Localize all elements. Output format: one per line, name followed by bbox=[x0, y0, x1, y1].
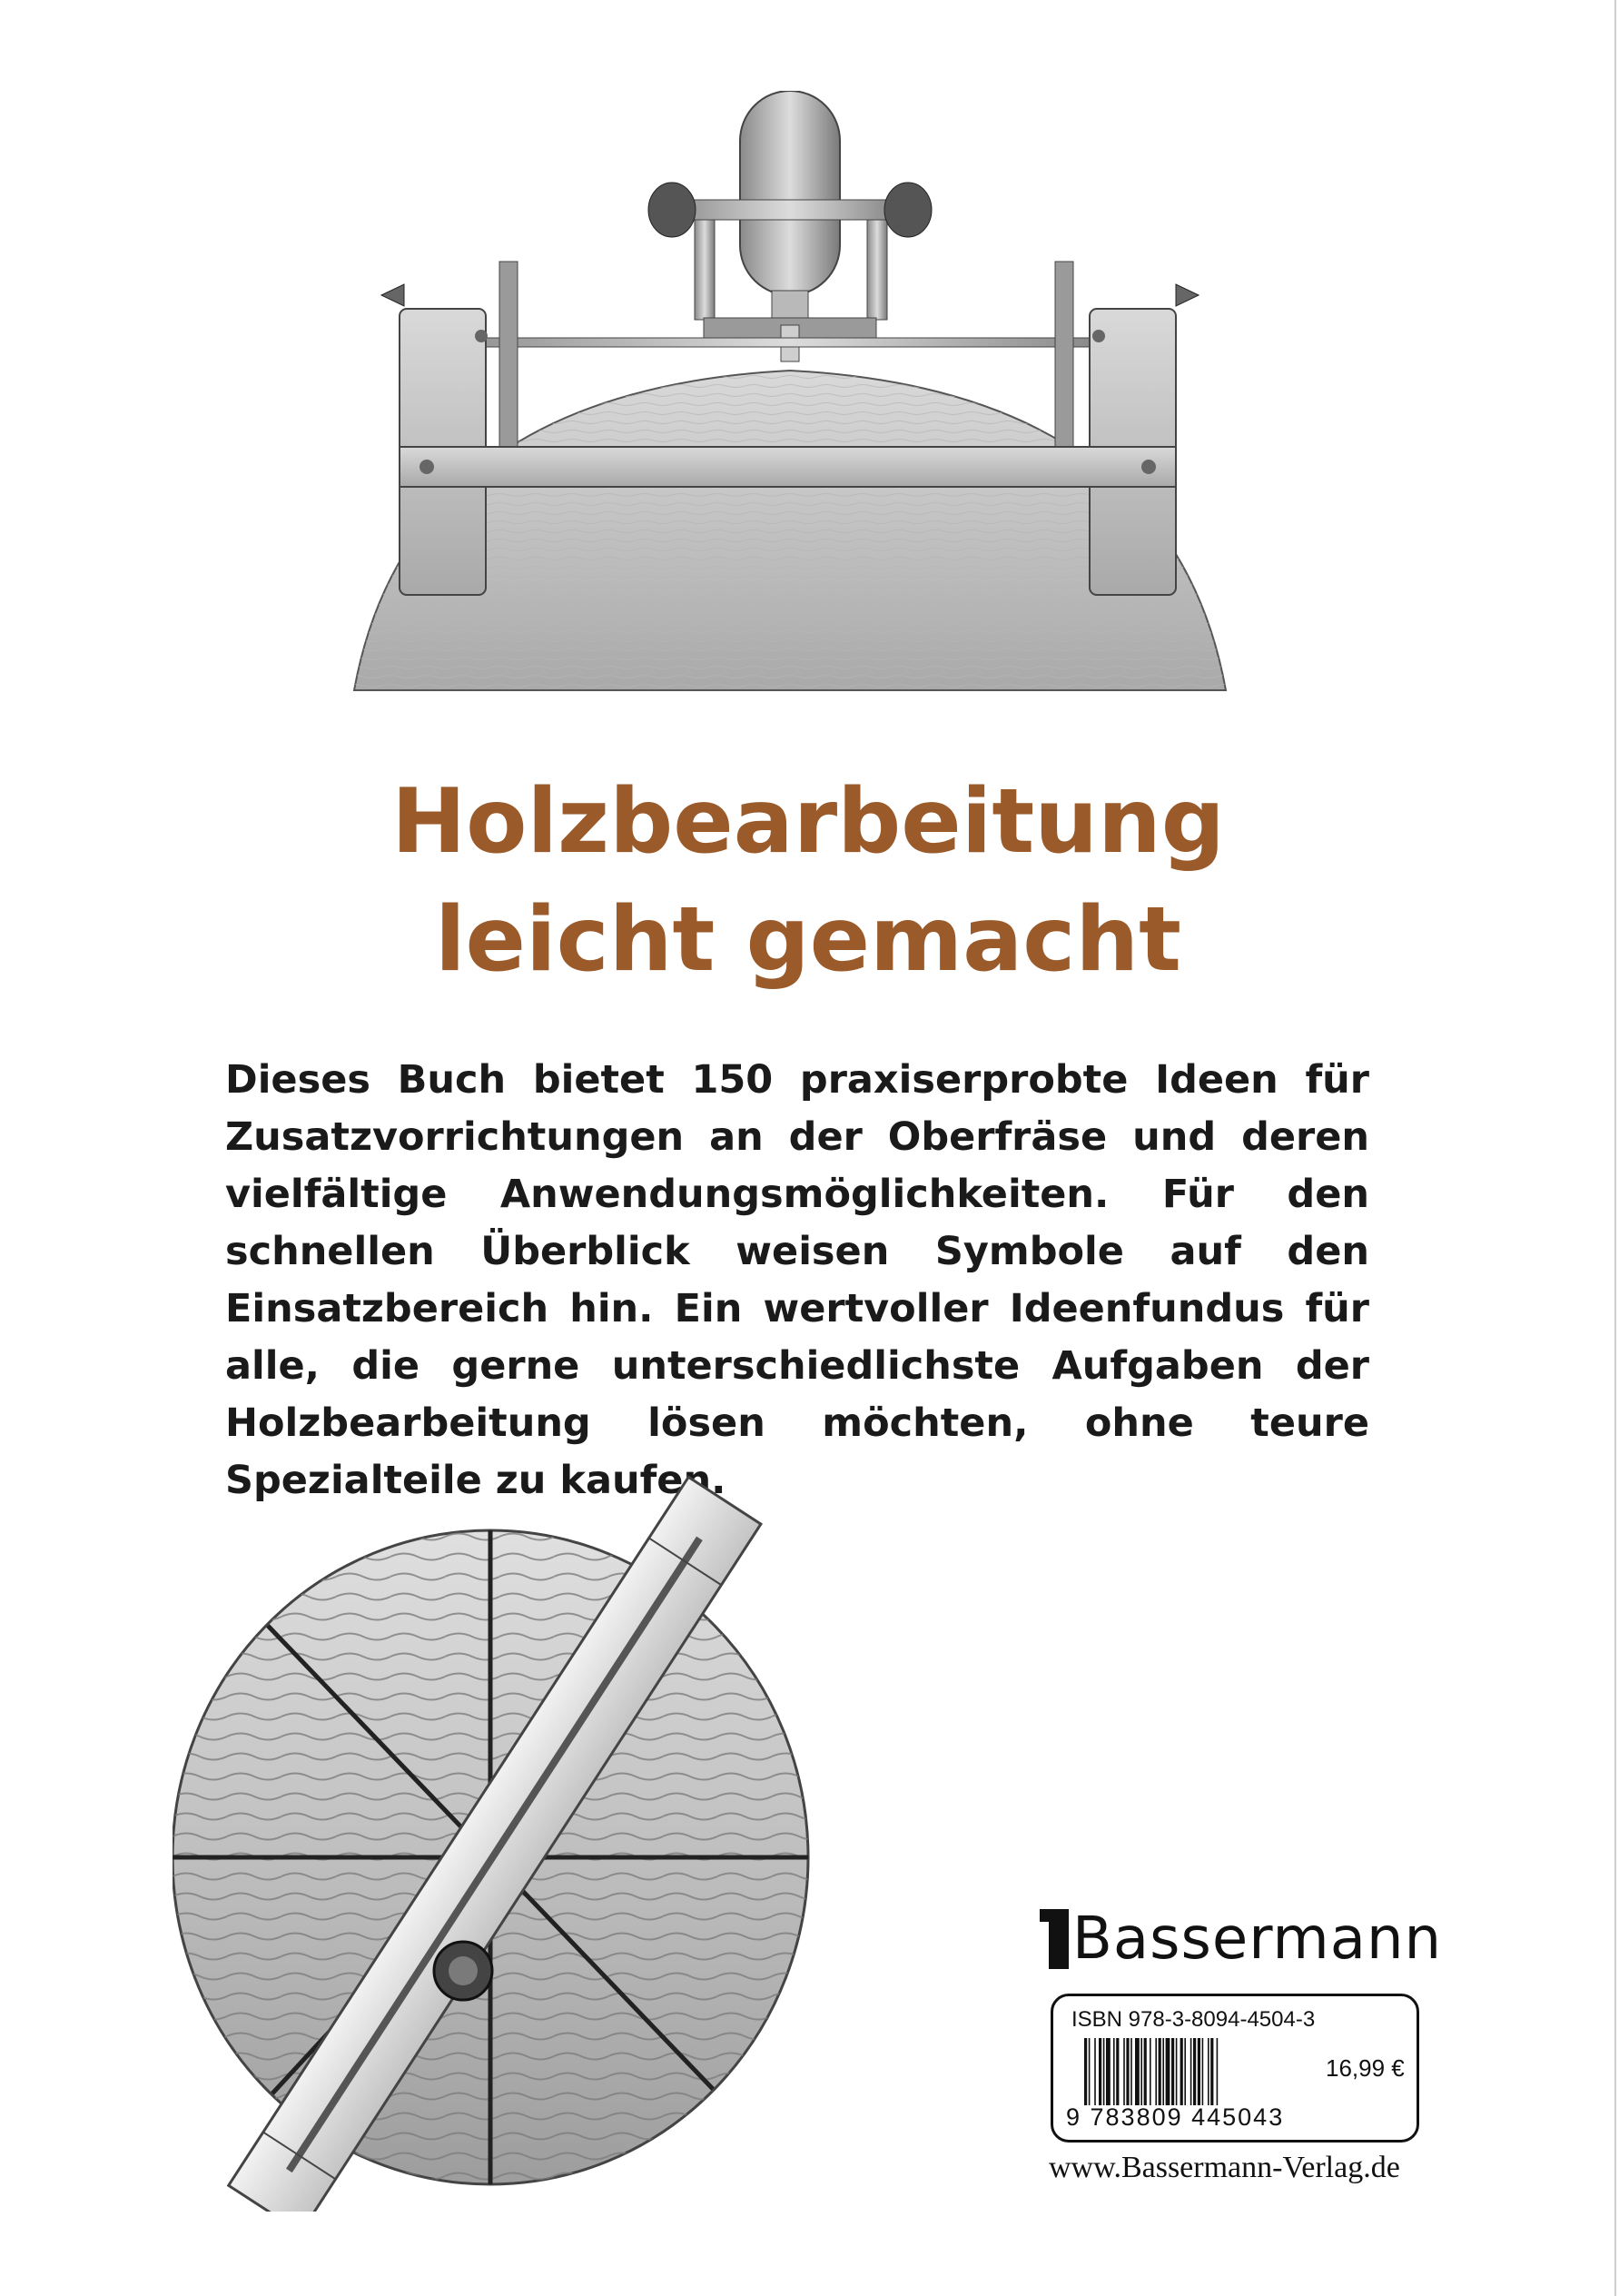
page-edge-rule bbox=[1614, 0, 1616, 2296]
circle-jig-illustration bbox=[173, 1467, 844, 2212]
publisher-website: www.Bassermann-Verlag.de bbox=[1049, 2151, 1400, 2184]
isbn-label: ISBN 978-3-8094-4504-3 bbox=[1071, 2007, 1316, 2032]
publisher-logo bbox=[1049, 1903, 1442, 1975]
barcode-panel bbox=[1051, 1994, 1419, 2143]
publisher-name: Bassermann bbox=[1072, 1905, 1443, 1973]
title-line-2: leicht gemacht bbox=[434, 888, 1182, 992]
barcode-icon bbox=[1084, 2038, 1304, 2105]
cover-title bbox=[300, 763, 1317, 999]
price-label: 16,99 € bbox=[1326, 2054, 1405, 2082]
book-description: Dieses Buch bietet 150 praxiserprobte Ideen für Zusatzvorrichtungen an der Oberfräse und deren vielfältige Anwendungsmöglichkeiten. Für den schnellen Überblick weisen Symbole auf den Einsatzbereich hin. Ein wertvoller Ideenfundus für alle, die gerne unterschiedlichste Aufgaben der Holzbearbeitung lösen möchten, ohne teure Spezialteile zu kaufen. bbox=[225, 1057, 1369, 1503]
title-line-1: Holzbearbeitung bbox=[391, 770, 1225, 874]
bassermann-logo-icon bbox=[1049, 1909, 1069, 1969]
router-jig-illustration bbox=[345, 91, 1235, 708]
ean-number: 9 783809 445043 bbox=[1066, 2103, 1285, 2131]
